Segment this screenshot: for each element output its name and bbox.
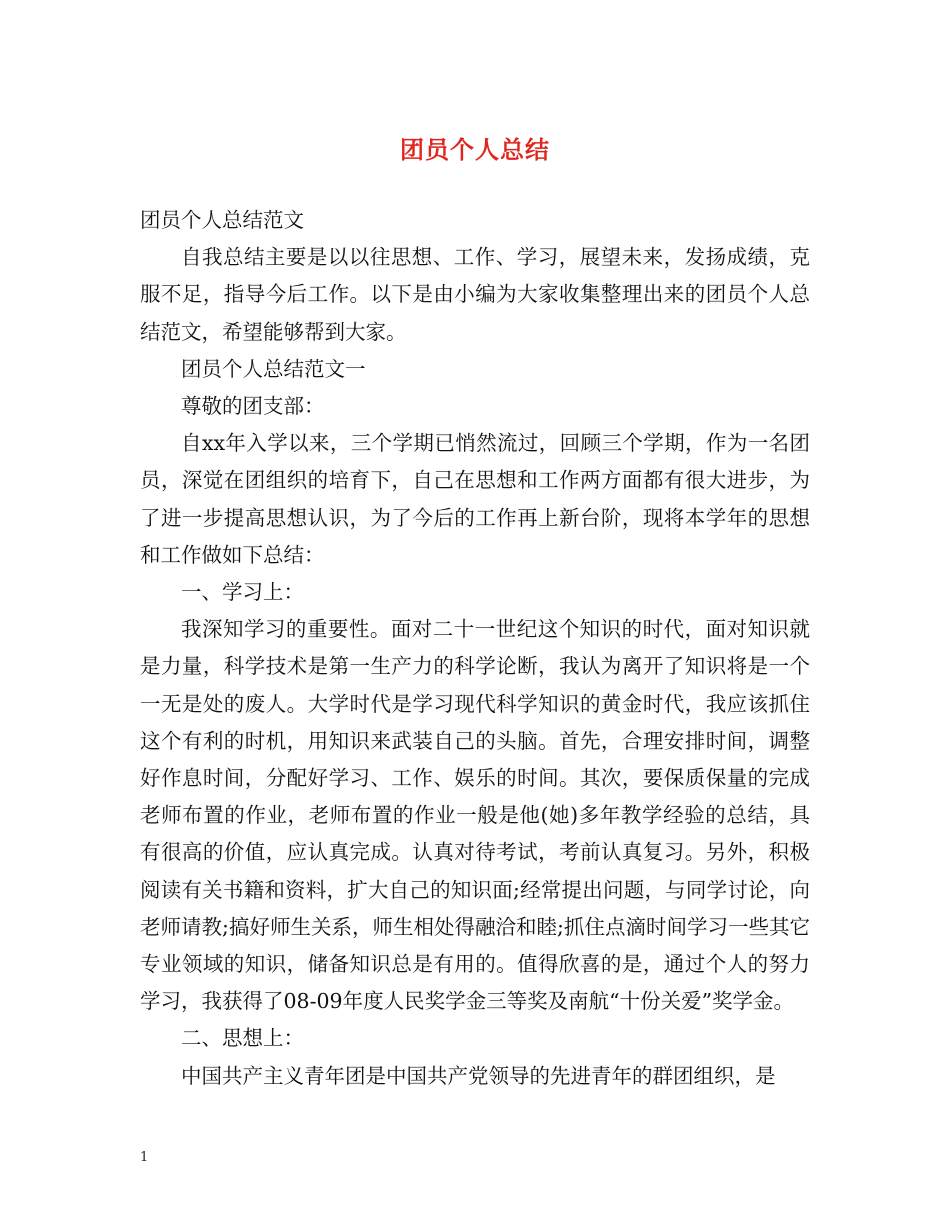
document-body <box>140 202 810 1095</box>
paragraph-salutation: 尊敬的团支部： <box>181 394 325 419</box>
document-title: 团员个人总结 <box>400 135 550 164</box>
paragraph-thought: 中国共产主义青年团是中国共产党领导的先进青年的群团组织，是 <box>181 1063 776 1088</box>
page-number: 1 <box>140 1150 149 1165</box>
paragraph-heading: 团员个人总结范文 <box>140 208 304 232</box>
section-heading-thought: 二、思想上： <box>181 1026 304 1051</box>
paragraph-study: 我深知学习的重要性。面对二十一世纪这个知识的时代，面对知识就是力量，科学技术是第一生产力的科学论断，我认为离开了知识将是一个一无是处的废人。大学时代是学习现代科学知识的黄金时代，我应该抓住这个有利的时机，用知识来武装自己的头脑。首先，合理安排时间，调整好作息时间，分配好学习、工作、娱乐的时间。其次，要保质保量的完成老师布置的作业，老师布置的作业一般是他(她)多年教学经验的总结，具有很高的价值，应认真完成。认真对待考试，考前认真复习。另外，积极阅读有关书籍和资料，扩大自己的知识面;经常提出问题，与同学讨论，向老师请教;搞好师生关系，师生相处得融洽和睦;抓住点滴时间学习一些其它专业领域的知识，储备知识总是有用的。值得欣喜的是，通过个人的努力学习，我获得了08-09年度人民奖学金三等奖及南航“十份关爱”奖学金。 <box>140 617 810 1014</box>
paragraph-opening: 自xx年入学以来，三个学期已悄然流过，回顾三个学期，作为一名团员，深觉在团组织的培育下，自己在思想和工作两方面都有很大进步，为了进一步提高思想认识，为了今后的工作再上新台阶，现将本学年的思想和工作做如下总结： <box>140 431 810 567</box>
section-heading-study: 一、学习上： <box>181 580 304 605</box>
paragraph-intro: 自我总结主要是以以往思想、工作、学习，展望未来，发扬成绩，克服不足，指导今后工作。以下是由小编为大家收集整理出来的团员个人总结范文，希望能够帮到大家。 <box>140 245 810 344</box>
paragraph-sample-title: 团员个人总结范文一 <box>181 356 366 381</box>
